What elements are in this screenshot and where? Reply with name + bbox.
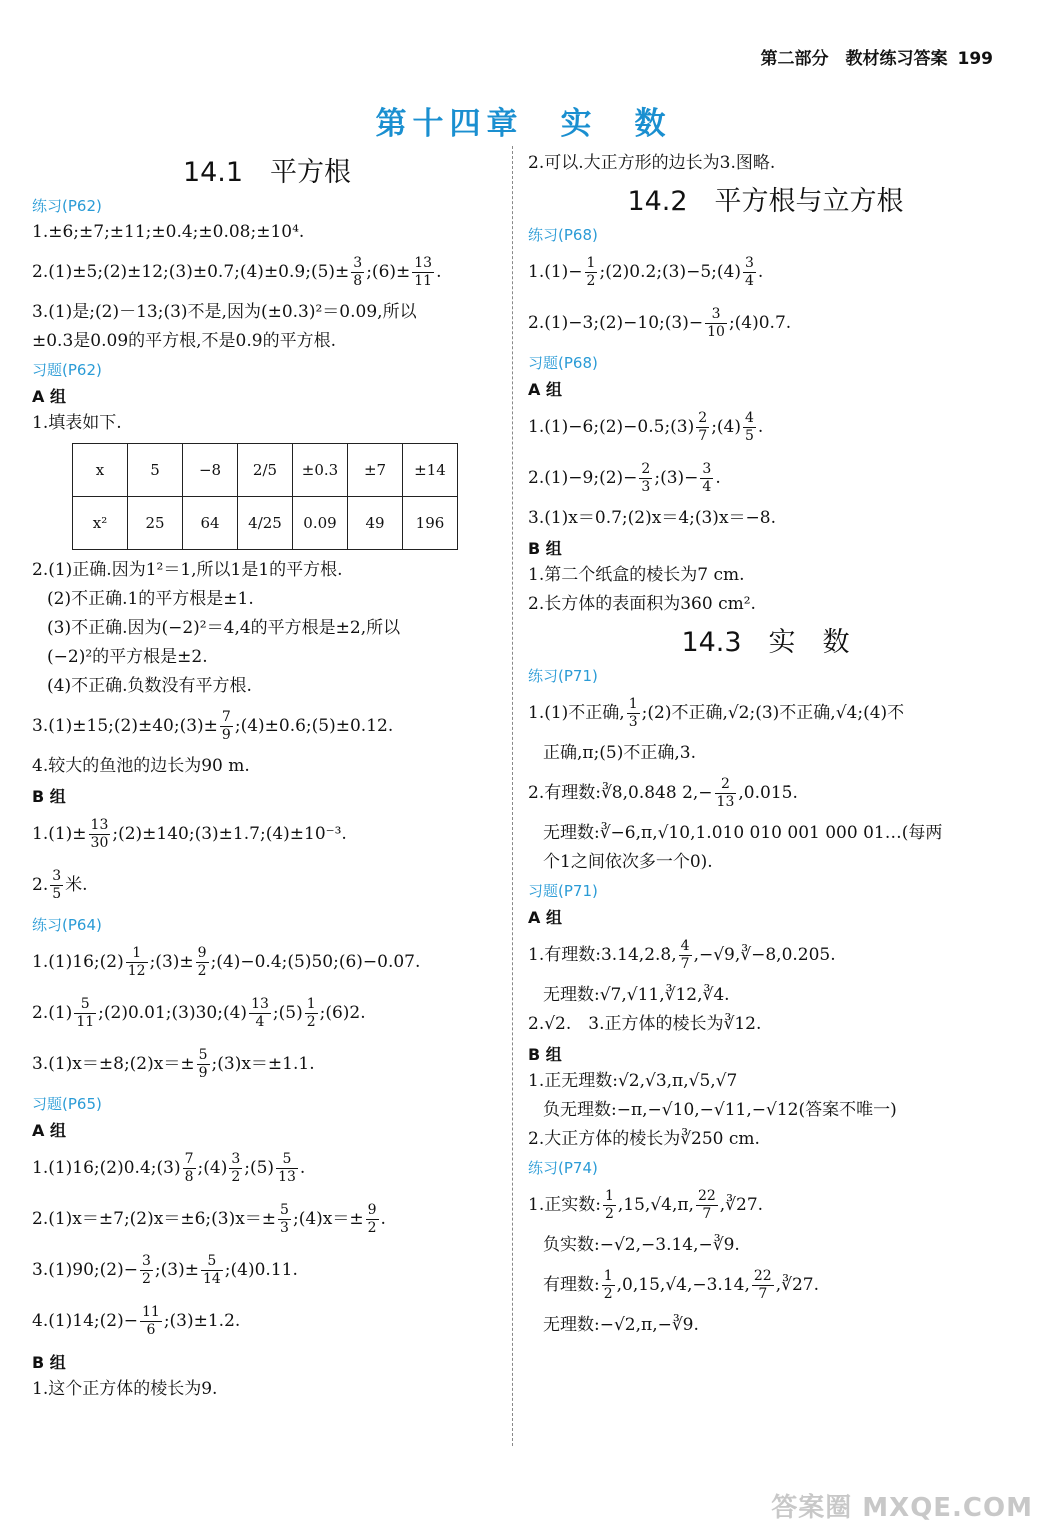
table-cell: x² <box>73 497 128 550</box>
exercise-label: 习题(P68) <box>528 354 598 372</box>
answer-line: 2. $\frac{3}{5}$ 米. <box>32 868 88 902</box>
header-text: 第二部分 教材练习答案 <box>760 49 948 69</box>
answer-line: 2.(1)±5;(2)±12;(3)±0.7;(4)±0.9;(5)± $\frac{3}{8}$ ;(6)± $\frac{13}{11}$ . <box>32 255 442 289</box>
fraction: $\frac{1}{12}$ <box>127 945 146 979</box>
table-cell: 49 <box>348 497 403 550</box>
fraction: $\frac{11}{6}$ <box>141 1304 160 1338</box>
right-column <box>528 148 1003 1340</box>
answer-line: 1.正实数: $\frac{1}{2}$ ,15,√4,π, $\frac{22}{7}$ ,∛27. <box>528 1188 764 1222</box>
fraction: $\frac{3}{10}$ <box>707 306 725 340</box>
table-cell: 196 <box>403 497 458 550</box>
section-title-14-2: 14.2 平方根与立方根 <box>627 186 904 217</box>
chapter-title: 第十四章 实 数 <box>375 106 672 142</box>
section-title-14-3: 14.3 实 数 <box>681 627 850 658</box>
answer-line: 无理数:∛−6,π,√10,1.010 010 001 000 01…(每两 <box>543 823 943 843</box>
group-label: A 组 <box>32 1121 66 1140</box>
answer-line: 4.(1)14;(2)− $\frac{11}{6}$ ;(3)±1.2. <box>32 1304 241 1338</box>
table-cell: 5 <box>128 444 183 497</box>
answer-line: 2.(1)正确.因为1²＝1,所以1是1的平方根. <box>32 560 343 580</box>
fraction: $\frac{1}{3}$ <box>628 696 638 730</box>
fraction: $\frac{13}{4}$ <box>251 996 269 1030</box>
page-header <box>761 44 994 69</box>
answer-line: 1.(1)−6;(2)−0.5;(3) $\frac{2}{7}$ ;(4) $\frac{4}{5}$ . <box>528 410 764 444</box>
fraction: $\frac{3}{4}$ <box>702 461 712 495</box>
table-cell: 2/5 <box>238 444 293 497</box>
table-cell: 64 <box>183 497 238 550</box>
answer-line: 3.(1)90;(2)− $\frac{3}{2}$ ;(3)± $\frac{5}{14}$ ;(4)0.11. <box>32 1253 298 1287</box>
answer-line: 3.(1)±15;(2)±40;(3)± $\frac{7}{9}$ ;(4)±0.6;(5)±0.12. <box>32 709 394 743</box>
left-column <box>32 148 502 1404</box>
fraction: $\frac{13}{30}$ <box>90 817 109 851</box>
fraction: $\frac{4}{5}$ <box>745 410 754 444</box>
section-title-14-1: 14.1 平方根 <box>182 157 352 188</box>
table-cell: ±0.3 <box>293 444 348 497</box>
exercise-label: 练习(P71) <box>528 667 598 685</box>
column-divider <box>512 146 513 1446</box>
table-cell: ±7 <box>348 444 403 497</box>
fraction: $\frac{3}{5}$ <box>52 868 62 902</box>
fraction: $\frac{1}{2}$ <box>306 996 316 1030</box>
square-table <box>72 443 458 550</box>
exercise-label: 练习(P74) <box>528 1159 598 1177</box>
fraction: $\frac{4}{7}$ <box>680 938 690 972</box>
table-row <box>73 497 458 550</box>
fraction: $\frac{5}{14}$ <box>202 1253 221 1287</box>
table-cell: 4/25 <box>238 497 293 550</box>
watermark: 答案圈 MXQE.COM <box>771 1493 1033 1523</box>
group-label: B 组 <box>32 787 66 806</box>
answer-line: 1.正无理数:√2,√3,π,√5,√7 <box>528 1071 738 1091</box>
answer-line: ±0.3是0.09的平方根,不是0.9的平方根. <box>32 331 336 351</box>
answer-line: 1.(1)16;(2) $\frac{1}{12}$ ;(3)± $\frac{9}{2}$ ;(4)−0.4;(5)50;(6)−0.07. <box>32 945 421 979</box>
exercise-label: 练习(P64) <box>32 916 102 934</box>
answer-line: (−2)²的平方根是±2. <box>47 647 208 667</box>
fraction: $\frac{3}{4}$ <box>745 255 754 289</box>
fraction: $\frac{22}{7}$ <box>697 1188 716 1222</box>
table-cell: 25 <box>128 497 183 550</box>
fraction: $\frac{3}{2}$ <box>231 1151 241 1185</box>
table-cell: 0.09 <box>293 497 348 550</box>
answer-line: 3.(1)是;(2)－13;(3)不是,因为(±0.3)²＝0.09,所以 <box>32 302 417 322</box>
exercise-label: 练习(P68) <box>528 226 598 244</box>
answer-line: 2.(1) $\frac{5}{11}$ ;(2)0.01;(3)30;(4) $\frac{13}{4}$ ;(5) $\frac{1}{2}$ ;(6)2. <box>32 996 366 1030</box>
answer-line: 1.(1)− $\frac{1}{2}$ ;(2)0.2;(3)−5;(4) $\frac{3}{4}$ . <box>528 255 764 289</box>
answer-line: 负无理数:−π,−√10,−√11,−√12(答案不唯一) <box>543 1100 897 1120</box>
answer-line: 2.大正方体的棱长为∛250 cm. <box>528 1129 760 1149</box>
answer-line: 1.第二个纸盒的棱长为7 cm. <box>528 565 745 585</box>
table-row <box>73 444 458 497</box>
fraction: $\frac{5}{9}$ <box>198 1047 208 1081</box>
answer-line: 无理数:−√2,π,−∛9. <box>543 1315 699 1335</box>
fraction: $\frac{1}{2}$ <box>586 255 596 289</box>
fraction: $\frac{1}{2}$ <box>603 1268 613 1302</box>
fraction: $\frac{3}{8}$ <box>353 255 363 289</box>
answer-line: 2.(1)−9;(2)− $\frac{2}{3}$ ;(3)− $\frac{3}{4}$ . <box>528 461 721 495</box>
exercise-label: 练习(P62) <box>32 197 102 215</box>
answer-line: 2.可以.大正方形的边长为3.图略. <box>528 153 776 173</box>
answer-line: 正确,π;(5)不正确,3. <box>543 743 697 763</box>
answer-line: 2.(1)x＝±7;(2)x＝±6;(3)x＝± $\frac{5}{3}$ ;(4)x＝± $\frac{9}{2}$ . <box>32 1202 386 1236</box>
answer-line: 有理数: $\frac{1}{2}$ ,0,15,√4,−3.14, $\frac{22}{7}$ ,∛27. <box>543 1268 819 1302</box>
exercise-label: 习题(P62) <box>32 361 102 379</box>
table-cell: ±14 <box>403 444 458 497</box>
exercise-label: 习题(P71) <box>528 882 598 900</box>
answer-line: 1.(1)16;(2)0.4;(3) $\frac{7}{8}$ ;(4) $\frac{3}{2}$ ;(5) $\frac{5}{13}$ . <box>32 1151 306 1185</box>
answer-line: 3.(1)x＝±8;(2)x＝± $\frac{5}{9}$ ;(3)x＝±1.1. <box>32 1047 315 1081</box>
answer-line: 1.±6;±7;±11;±0.4;±0.08;±10⁴. <box>32 222 305 242</box>
group-label: B 组 <box>528 1045 562 1064</box>
fraction: $\frac{9}{2}$ <box>367 1202 377 1236</box>
answer-line: (3)不正确.因为(−2)²＝4,4的平方根是±2,所以 <box>47 618 401 638</box>
fraction: $\frac{7}{9}$ <box>221 709 231 743</box>
answer-line: 4.较大的鱼池的边长为90 m. <box>32 756 250 776</box>
answer-line: 无理数:√7,√11,∛12,∛4. <box>543 985 730 1005</box>
fraction: $\frac{5}{3}$ <box>280 1202 289 1236</box>
group-label: A 组 <box>528 380 562 399</box>
fraction: $\frac{9}{2}$ <box>197 945 207 979</box>
group-label: B 组 <box>528 539 562 558</box>
fraction: $\frac{1}{2}$ <box>604 1188 614 1222</box>
table-cell: x <box>73 444 128 497</box>
page-number: 199 <box>957 49 993 69</box>
fraction: $\frac{13}{11}$ <box>414 255 433 289</box>
fraction: $\frac{5}{11}$ <box>76 996 95 1030</box>
answer-line: 负实数:−√2,−3.14,−∛9. <box>543 1235 740 1255</box>
fraction: $\frac{2}{7}$ <box>698 410 708 444</box>
answer-line: 2.(1)−3;(2)−10;(3)− $\frac{3}{10}$ ;(4)0.7. <box>528 306 792 340</box>
answer-line: 1.填表如下. <box>32 413 122 433</box>
answer-line: 2.有理数:∛8,0.848 2,− $\frac{2}{13}$ ,0.015̇. <box>528 776 798 810</box>
fraction: $\frac{2}{13}$ <box>716 776 735 810</box>
answer-line: 1.(1)不正确, $\frac{1}{3}$ ;(2)不正确,√2;(3)不正确,√4;(4)不 <box>528 696 905 730</box>
answer-line: (2)不正确.1的平方根是±1. <box>47 589 254 609</box>
group-label: A 组 <box>32 387 66 406</box>
group-label: A 组 <box>528 908 562 927</box>
fraction: $\frac{2}{3}$ <box>641 461 651 495</box>
answer-line: 2.长方体的表面积为360 cm². <box>528 594 756 614</box>
answer-line: 个1之间依次多一个0). <box>543 852 713 872</box>
answer-line: 1.有理数:3.14,2.8̇, $\frac{4}{7}$ ,−√9,∛−8,0.205. <box>528 938 836 972</box>
answer-line: 2.√2. 3.正方体的棱长为∛12. <box>528 1014 762 1034</box>
answer-line: 3.(1)x＝0.7;(2)x＝4;(3)x＝−8. <box>528 508 776 528</box>
answer-line: (4)不正确.负数没有平方根. <box>47 676 252 696</box>
group-label: B 组 <box>32 1353 66 1372</box>
answer-line: 1.(1)± $\frac{13}{30}$ ;(2)±140;(3)±1.7;(4)±10⁻³. <box>32 817 347 851</box>
fraction: $\frac{22}{7}$ <box>753 1268 772 1302</box>
answer-line: 1.这个正方体的棱长为9. <box>32 1379 218 1399</box>
fraction: $\frac{7}{8}$ <box>184 1151 194 1185</box>
fraction: $\frac{5}{13}$ <box>278 1151 296 1185</box>
fraction: $\frac{3}{2}$ <box>141 1253 151 1287</box>
table-cell: −8 <box>183 444 238 497</box>
exercise-label: 习题(P65) <box>32 1095 102 1113</box>
